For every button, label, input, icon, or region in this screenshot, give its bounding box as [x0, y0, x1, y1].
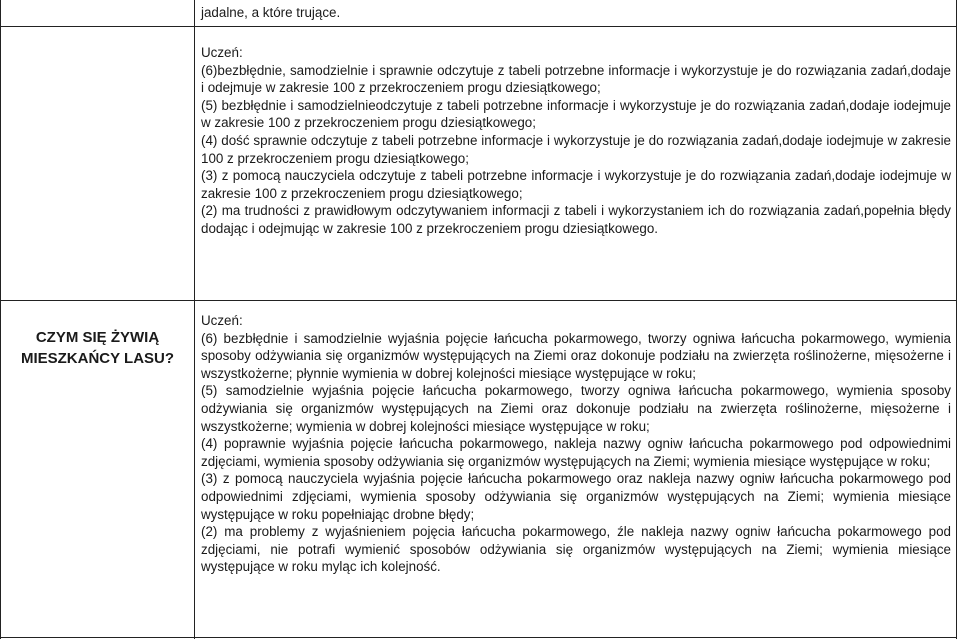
row-divider-top — [0, 26, 957, 27]
section2-topic-heading: CZYM SIĘ ŻYWIĄ MIESZKAŃCY LASU? — [20, 329, 175, 367]
section1-content — [201, 44, 951, 238]
section2-content — [201, 312, 951, 576]
section1-level-3: (3) z pomocą nauczyciela odczytuje z tabeli potrzebne informacje i wykorzystuje je do rozwiązania zadań,dodaje iodejmuje w zakresie 100 z przekroczeniem progu dziesiątkowego; — [201, 168, 951, 201]
section1-level-2: (2) ma trudności z prawidłowym odczytywaniem informacji z tabeli i wykorzystaniem ich do rozwiązania zadań,popełnia błędy dodając i odejmując w zakresie 100 z przekroczeniem progu dziesiątkowego. — [201, 203, 951, 236]
section1-student-label: Uczeń: — [201, 45, 243, 60]
section1-level-5: (5) bezbłędnie i samodzielnieodczytuje z tabeli potrzebne informacje i wykorzystuje je do rozwiązania zadań,dodaje iodejmuje w zakresie 100 z przekroczeniem progu dziesiątkowego; — [201, 97, 951, 131]
column-divider-middle — [194, 0, 195, 639]
column-divider-left — [0, 0, 1, 639]
column-divider-right — [956, 0, 957, 639]
section1-level-6: (6)bezbłędnie, samodzielnie i sprawnie odczytuje z tabeli potrzebne informacje i wykorzystuje je do rozwiązania zadań,dodaje i odejmuje w zakresie 100 z przekroczeniem progu dziesiątkowego; — [201, 62, 951, 96]
section2-level-2: (2) ma problemy z wyjaśnieniem pojęcia łańcucha pokarmowego, źle nakleja nazwy ogniw łańcucha pokarmowego pod zdjęciami, nie potrafi wymienić sposobów odżywiania się organizmów występujących na Ziemi; wymienia miesiące występujące w roku myląc ich kolejność. — [201, 524, 951, 575]
row-divider-middle — [0, 300, 957, 301]
section1-level-4: (4) dość sprawnie odczytuje z tabeli potrzebne informacje i wykorzystuje je do rozwiązania zadań,dodaje iodejmuje w zakresie 100 z przekroczeniem progu dziesiątkowego; — [201, 132, 951, 166]
previous-row-fragment: jadalne, a które trujące. — [201, 5, 341, 20]
section2-level-3: (3) z pomocą nauczyciela wyjaśnia pojęcie łańcucha pokarmowego oraz nakleja nazwy ogniw łańcucha pokarmowego pod odpowiednimi zdjęciami, wymienia sposoby odżywiania się organizmów występujących na Ziemi; wymienia miesiące występujące w roku popełniając drobne błędy; — [201, 471, 951, 522]
section2-level-4: (4) poprawnie wyjaśnia pojęcie łańcucha pokarmowego, nakleja nazwy ogniw łańcucha pokarmowego pod odpowiednimi zdjęciami, wymienia sposoby odżywiania się organizmów występujących na Ziemi; wymienia miesiące występujące w roku; — [201, 436, 951, 469]
section2-level-6: (6) bezbłędnie i samodzielnie wyjaśnia pojęcie łańcucha pokarmowego, tworzy ogniwa łańcucha pokarmowego, wymienia sposoby odżywiania się organizmów występujących na Ziemi oraz dokonuje podziału na zwierzęta roślinożerne, mięsożerne i wszystkożerne; płynnie wymienia w dobrej kolejności miesiące występujące w roku; — [201, 330, 951, 381]
section2-level-5: (5) samodzielnie wyjaśnia pojęcie łańcucha pokarmowego, tworzy ogniwa łańcucha pokarmowego, wymienia sposoby odżywiania się organizmów występujących na Ziemi oraz dokonuje podziału na zwierzęta roślinożerne, mięsożerne i wszystkożerne; wymienia w dobrej kolejności miesiące występujące w roku; — [201, 383, 951, 434]
section2-student-label: Uczeń: — [201, 313, 243, 328]
row-divider-bottom — [0, 637, 957, 638]
